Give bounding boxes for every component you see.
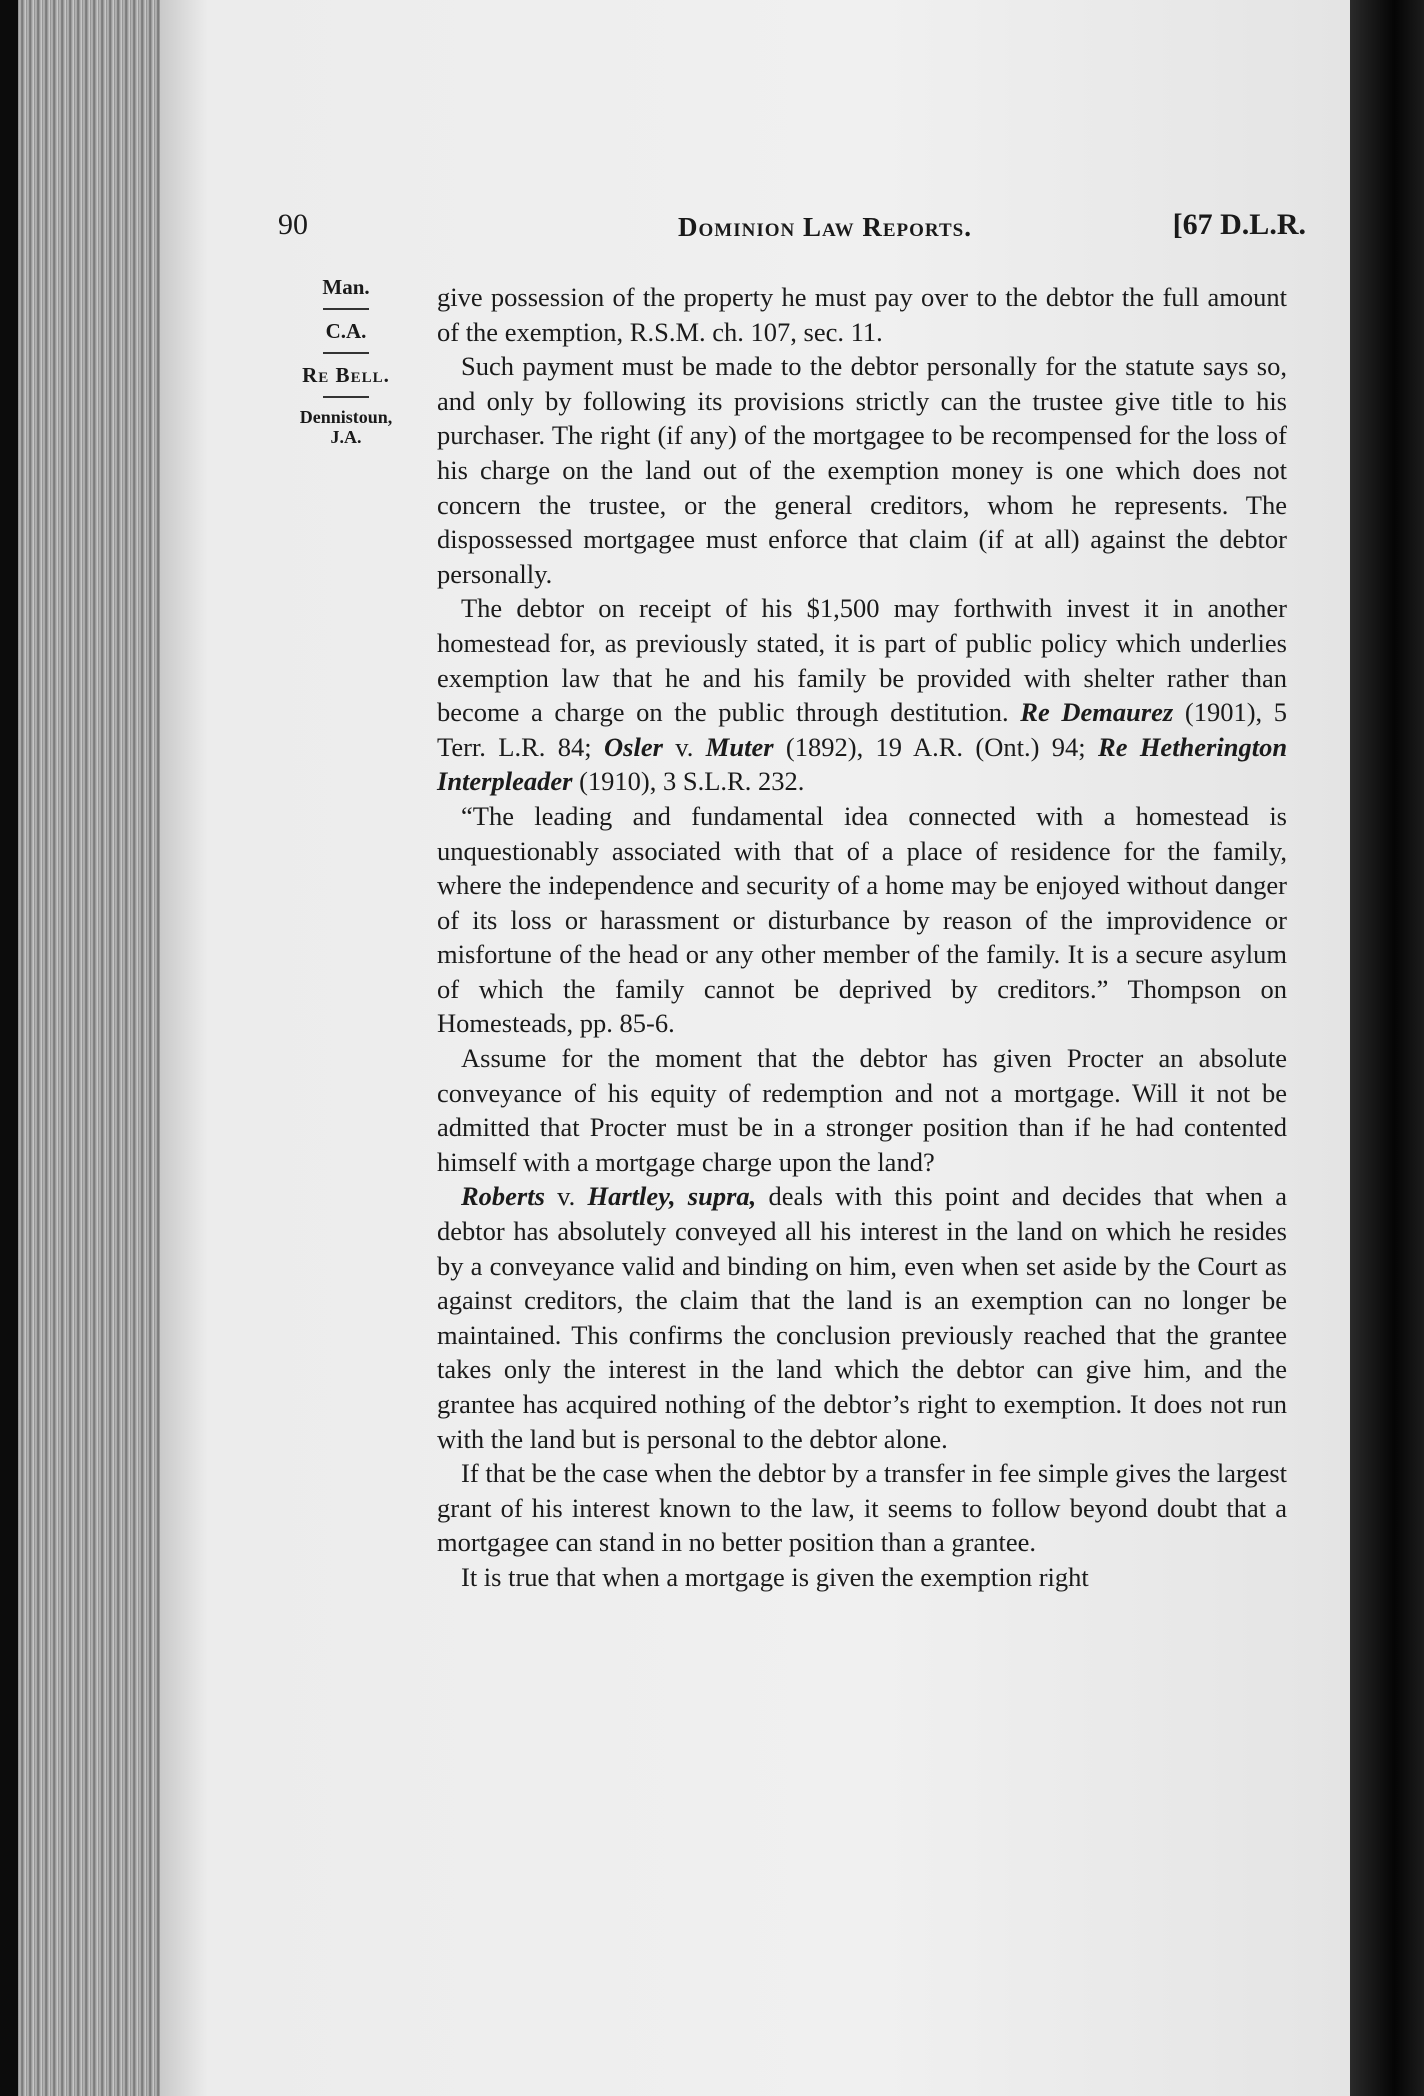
paragraph-text: deals with this point and decides that when a debtor has absolutely conveyed all his interest in the land on which he resides by a conveyance valid and binding on him, even when set aside by the Court as against creditors, the claim that the land is an exemption can no longer be maintained. This confirms the conclusion previously reached that the grantee takes only the interest in the land which the debtor can give him, and the grantee has acquired nothing of the debtor’s right to exemption. It does not run with the land but is personal to the debtor alone. xyxy=(437,1181,1288,1454)
paragraph: Assume for the moment that the debtor has given Procter an absolute conveyance of his equity of redemption and not a mortgage. Will it not be admitted that Procter must be in a stronger position than if he had contented himself with a mortgage charge upon the land? xyxy=(437,1043,1287,1177)
page-header xyxy=(278,208,1306,248)
margin-note-judge-title: J.A. xyxy=(330,427,362,447)
body-text xyxy=(437,280,1287,1595)
paragraph: It is true that when a mortgage is given the exemption right xyxy=(461,1561,1089,1592)
margin-rule xyxy=(323,352,369,354)
margin-note-case: Re Bell. xyxy=(302,363,390,387)
paragraph: If that be the case when the debtor by a transfer in fee simple gives the largest grant of his interest known to the law, it seems to follow beyond doubt that a mortgagee can stand in no better position than a grantee. xyxy=(437,1458,1287,1558)
citation: (1892), 19 A.R. (Ont.) 94; xyxy=(785,731,1086,762)
volume-reference: [67 D.L.R. xyxy=(1172,208,1306,241)
case-name: Roberts xyxy=(461,1181,545,1212)
margin-note-court: C.A. xyxy=(325,319,367,343)
paragraph: give possession of the property he must pay over to the debtor the full amount of the exemption, R.S.M. ch. 107, sec. 11. xyxy=(437,282,1287,347)
case-name: Hartley, supra, xyxy=(587,1181,757,1212)
paragraph xyxy=(437,1179,1287,1456)
margin-notes xyxy=(268,275,424,447)
versus: v. xyxy=(675,731,694,762)
margin-rule xyxy=(323,396,369,398)
case-name: Muter xyxy=(705,731,774,762)
margin-rule xyxy=(323,308,369,310)
running-title: Dominion Law Reports. xyxy=(678,212,972,242)
paragraph: “The leading and fundamental idea connected with a homestead is unquestionably associated with that of a place of residence for the family, where the independence and security of a home may be enjoyed without danger of its loss or harassment or disturbance by reason of the improvidence or misfortune of the head or any other member of the family. It is a secure asylum of which the family cannot be deprived by creditors.” Thompson on Homesteads, pp. 85-6. xyxy=(437,800,1287,1039)
margin-note-province: Man. xyxy=(322,275,370,299)
paragraph xyxy=(437,591,1287,799)
book-spine-shadow xyxy=(1350,0,1424,2096)
citation: (1901), 5 Terr. L.R. 84; xyxy=(437,697,1288,762)
book-page-edges xyxy=(18,0,168,2096)
page-number: 90 xyxy=(278,208,308,241)
paragraph: Such payment must be made to the debtor personally for the statute says so, and only by following its provisions strictly can the trustee give title to his purchaser. The right (if any) of the mortgagee to be recompensed for the loss of his charge on the land out of the exemption money is one which does not concern the trustee, or the general creditors, whom he represents. The dispossessed mortgagee must enforce that claim (if at all) against the debtor personally. xyxy=(437,351,1287,589)
case-name: Re Hetherington Interpleader xyxy=(437,731,1288,797)
paragraph-text: The debtor on receipt of his $1,500 may forthwith invest it in another homestead for, as previously stated, it is part of public policy which underlies exemption law that he and his family be provided with shelter rather than become a charge on the public through destitution. xyxy=(437,593,1287,728)
margin-note-judge: Dennistoun, xyxy=(299,407,393,427)
case-name: Osler xyxy=(604,731,663,762)
versus: v. xyxy=(557,1181,576,1212)
citation: (1910), 3 S.L.R. 232. xyxy=(579,766,805,797)
case-name: Re Demaurez xyxy=(1020,697,1174,728)
